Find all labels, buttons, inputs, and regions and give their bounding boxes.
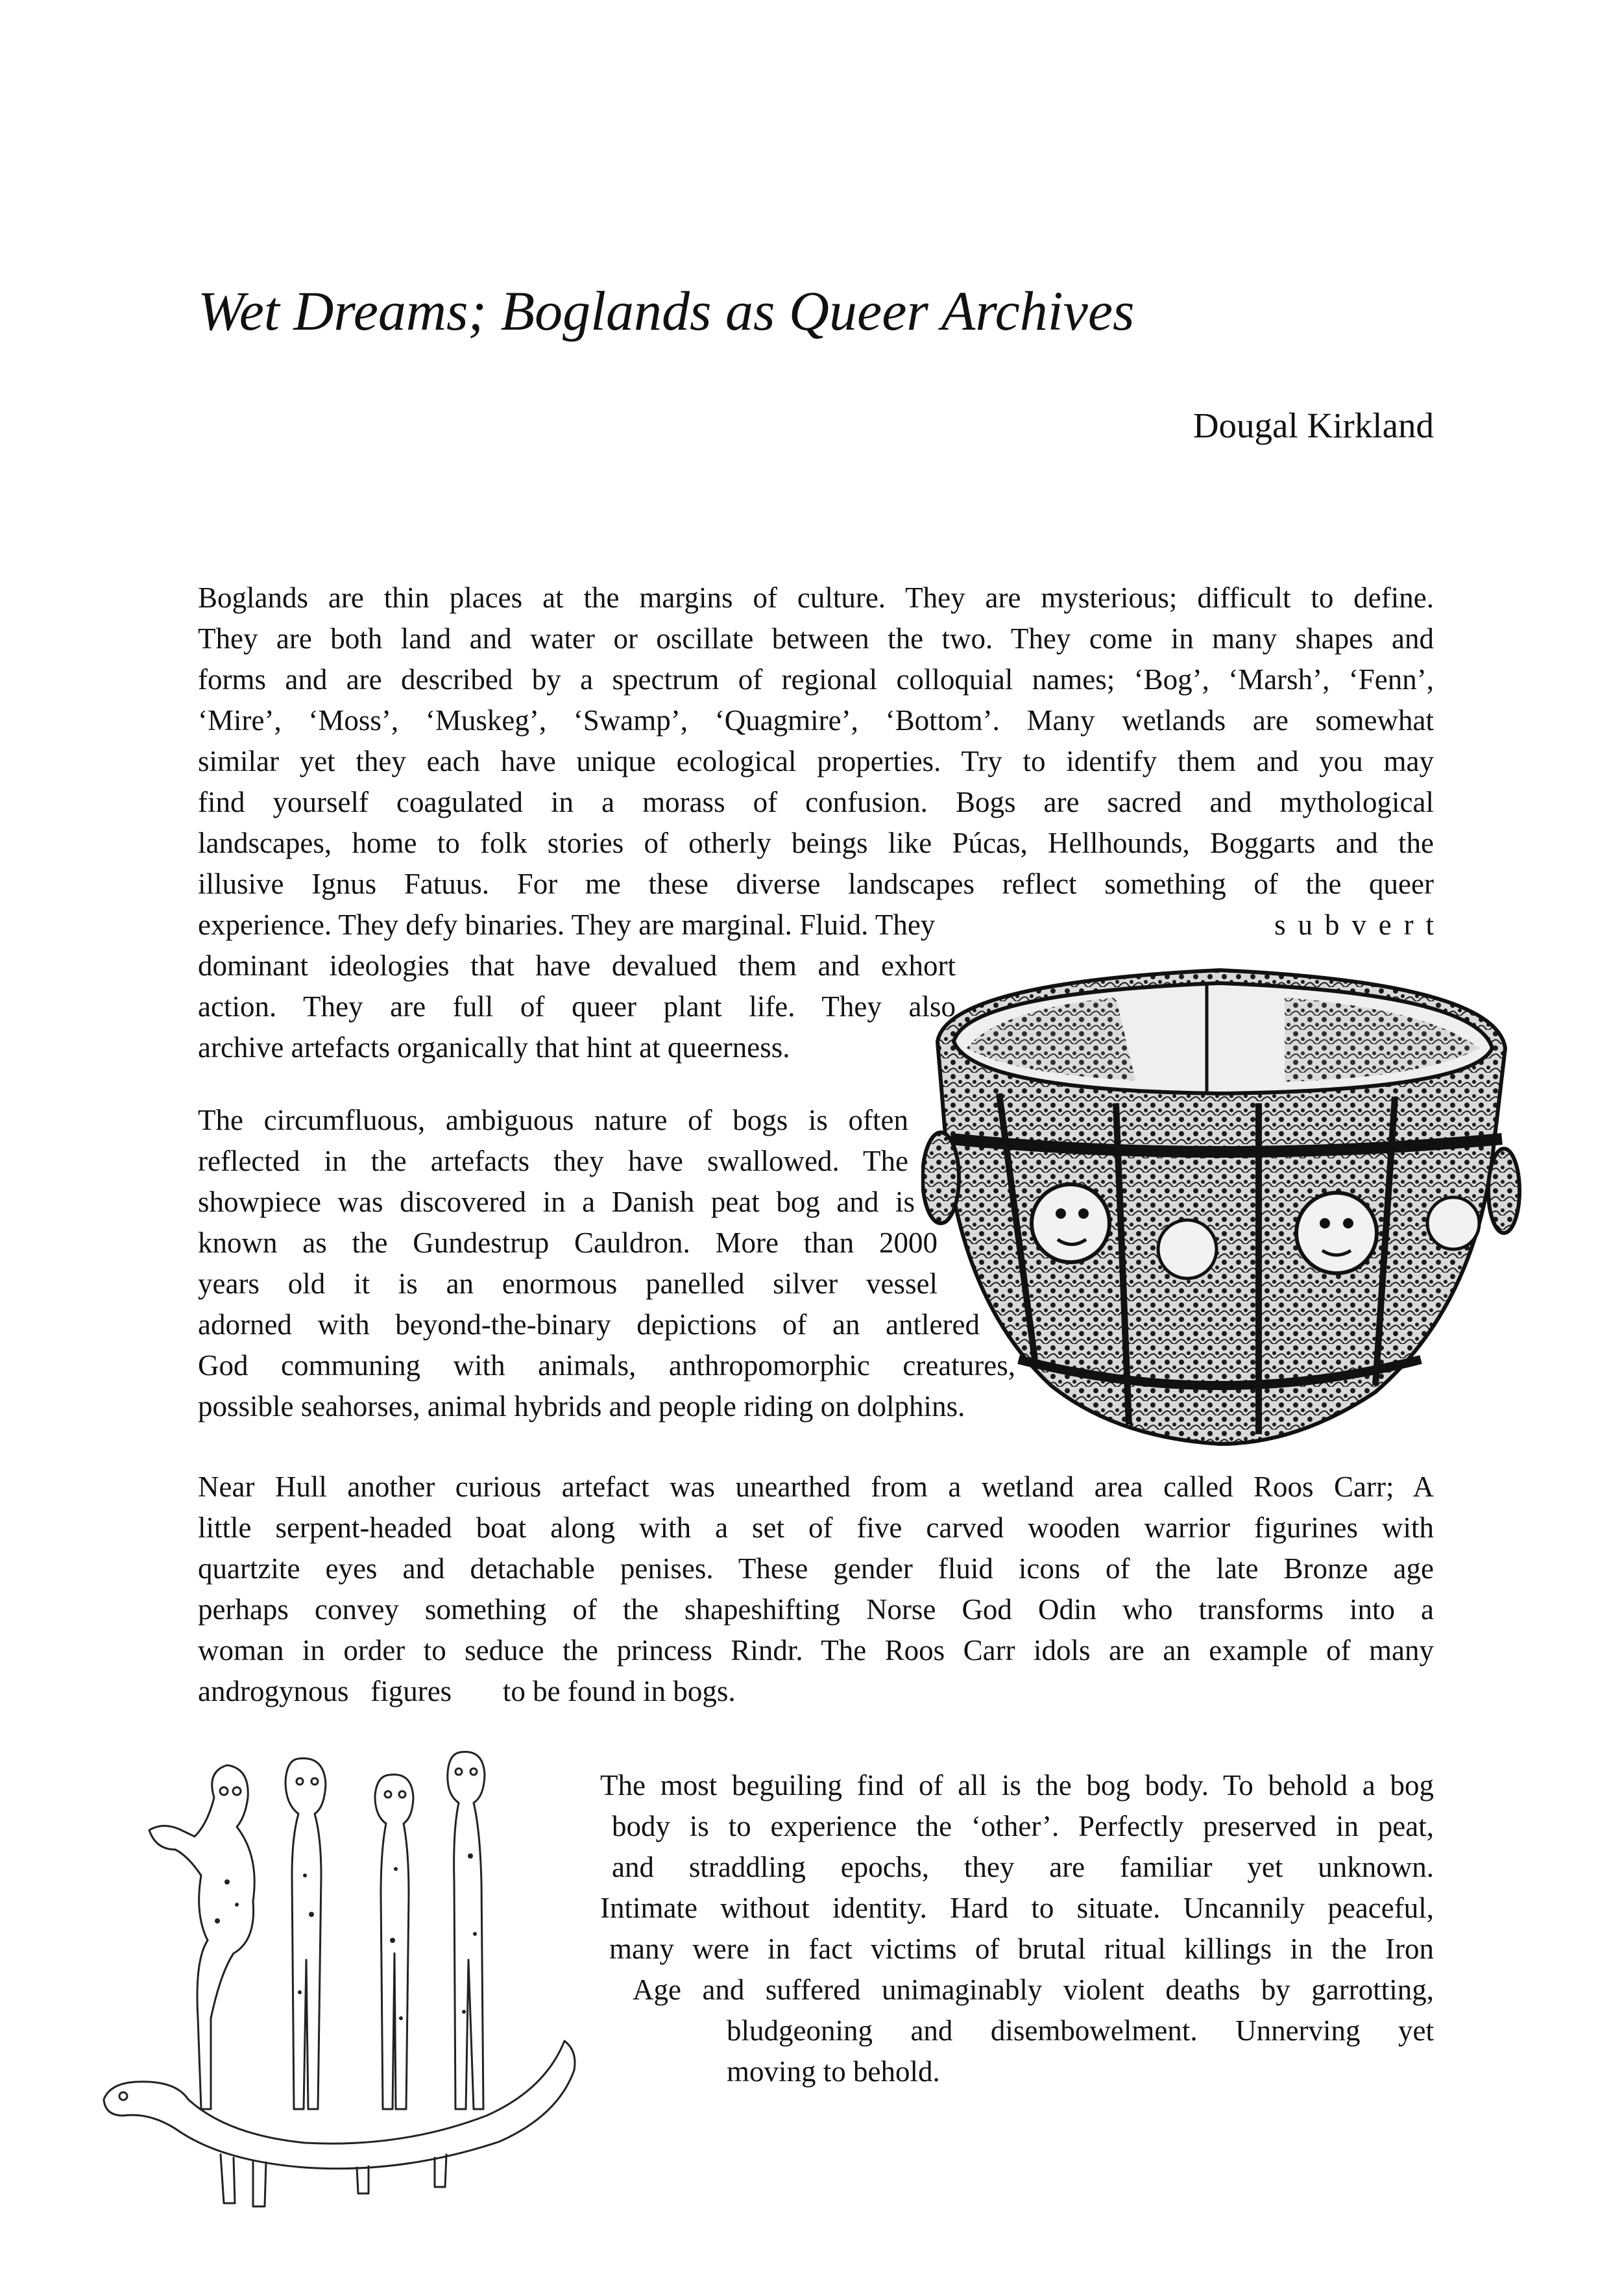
text-line-right: subvert (1274, 909, 1446, 941)
text-line: many were in fact victims of brutal ritual killings in the Iron (609, 1933, 1434, 1965)
text-line: Boglands are thin places at the margins of culture. They are mysterious; difficult to define. (198, 581, 1434, 614)
text-line: quartzite eyes and detachable penises. These gender fluid icons of the late Bronze age (198, 1552, 1434, 1585)
text-line: showpiece was discovered in a Danish peat bog and is (198, 1186, 915, 1218)
text-line: perhaps convey something of the shapeshifting Norse God Odin who transforms into a (198, 1593, 1434, 1626)
text-line: little serpent-headed boat along with a set of five carved wooden warrior figurines with (198, 1511, 1434, 1544)
text-line (198, 905, 1446, 946)
text-line: They are both land and water or oscillate between the two. They come in many shapes and (198, 622, 1434, 655)
text-line: Intimate without identity. Hard to situate. Uncannily peaceful, (600, 1892, 1434, 1924)
text-line: The most beguiling find of all is the bog body. To behold a bog (600, 1769, 1434, 1801)
text-line: Age and suffered unimaginably violent deaths by garrotting, (633, 1973, 1434, 2006)
text-line: find yourself coagulated in a morass of confusion. Bogs are sacred and mythological (198, 786, 1434, 818)
gundestrup-cauldron-illustration (921, 944, 1521, 1450)
text-line: reflected in the artefacts they have swallowed. The (198, 1145, 908, 1177)
text-line: The circumfluous, ambiguous nature of bogs is often (198, 1104, 908, 1136)
text-line: known as the Gundestrup Cauldron. More than 2000 (198, 1227, 938, 1259)
author-name: Dougal Kirkland (1192, 406, 1434, 445)
text-line: possible seahorses, animal hybrids and people riding on dolphins. (198, 1390, 965, 1423)
text-line: dominant ideologies that have devalued them and exhort (198, 949, 956, 982)
paragraph-4 (600, 1765, 1434, 2092)
paragraph-2 (198, 1100, 1015, 1427)
text-line: moving to behold. (727, 2055, 940, 2088)
text-line: adorned with beyond-the-binary depictions of an antlered (198, 1308, 980, 1341)
text-line: ‘Mire’, ‘Moss’, ‘Muskeg’, ‘Swamp’, ‘Quagmire’, ‘Bottom’. Many wetlands are somewhat (198, 704, 1434, 737)
text-line: archive artefacts organically that hint at queerness. (198, 1031, 790, 1064)
text-line: similar yet they each have unique ecological properties. Try to identify them and you may (198, 745, 1434, 777)
text-line: action. They are full of queer plant life. They also (198, 990, 956, 1023)
paragraph-3 (198, 1467, 1434, 1712)
text-line: androgynous figures to be found in bogs. (198, 1675, 736, 1707)
text-line: bludgeoning and disembowelment. Unnerving yet (727, 2014, 1434, 2047)
text-line: God communing with animals, anthropomorphic creatures, (198, 1349, 1015, 1382)
text-line: landscapes, home to folk stories of otherly beings like Púcas, Hellhounds, Boggarts and the (198, 827, 1434, 859)
text-line: and straddling epochs, they are familiar yet unknown. (612, 1851, 1434, 1883)
text-line-left: experience. They defy binaries. They are marginal. Fluid. They (198, 909, 936, 941)
page-title: Wet Dreams; Boglands as Queer Archives (198, 280, 1135, 342)
text-line: forms and are described by a spectrum of regional colloquial names; ‘Bog’, ‘Marsh’, ‘Fenn’, (198, 663, 1434, 696)
text-line: body is to experience the ‘other’. Perfectly preserved in peat, (612, 1810, 1434, 1842)
text-line: woman in order to seduce the princess Rindr. The Roos Carr idols are an example of many (198, 1634, 1434, 1667)
roos-carr-idols-illustration (97, 1746, 597, 2213)
text-line: Near Hull another curious artefact was unearthed from a wetland area called Roos Carr; A (198, 1471, 1434, 1503)
paragraph-1-wrap (198, 946, 956, 1068)
text-line: illusive Ignus Fatuus. For me these diverse landscapes reflect something of the queer (198, 868, 1434, 900)
text-line: years old it is an enormous panelled silver vessel (198, 1267, 938, 1300)
paragraph-1 (198, 578, 1446, 946)
